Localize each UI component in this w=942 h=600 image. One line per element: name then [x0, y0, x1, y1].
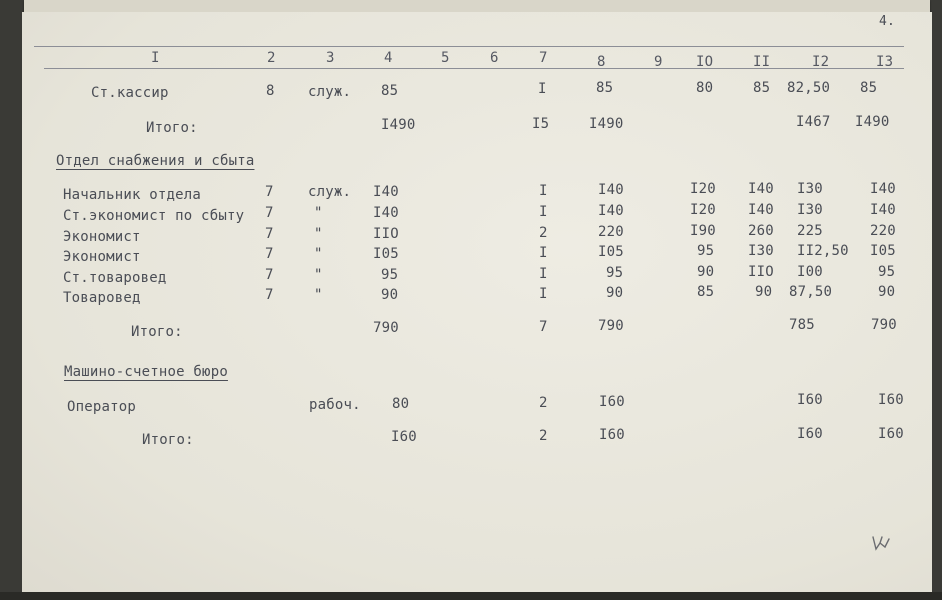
- row-cell: 90: [755, 284, 773, 300]
- row-cell: I40: [373, 184, 399, 200]
- total-cell: 790: [871, 317, 897, 333]
- row-cell: 7: [265, 205, 274, 221]
- row-cell: IIO: [748, 264, 774, 280]
- row-cell: IIO: [373, 226, 399, 242]
- row-cell: 225: [797, 223, 823, 239]
- row-cell: I40: [870, 202, 896, 218]
- row-cell: 80: [696, 80, 714, 96]
- total-cell: 7: [539, 319, 548, 335]
- total-cell: 2: [539, 428, 548, 444]
- row-cell: I30: [748, 243, 774, 259]
- total-label: Итого:: [142, 432, 194, 448]
- row-cell: служ.: [308, 84, 352, 100]
- row-cell: 7: [265, 226, 274, 242]
- row-cell: I: [539, 204, 548, 220]
- row-cell: I05: [870, 243, 896, 259]
- row-cell: 85: [381, 83, 399, 99]
- row-name: Экономист: [63, 229, 141, 245]
- row-cell: I: [539, 286, 548, 302]
- total-label: Итого:: [146, 120, 198, 136]
- section-title-supply: Отдел снабжения и сбыта: [56, 153, 255, 169]
- row-cell: 82,50: [787, 80, 831, 96]
- row-cell: I40: [748, 181, 774, 197]
- row-cell: 87,50: [789, 284, 833, 300]
- row-name: Ст.товаровед: [63, 270, 167, 286]
- row-name: Товаровед: [63, 290, 141, 306]
- total-cell: I490: [589, 116, 624, 132]
- row-name: Ст.экономист по сбыту: [63, 208, 245, 224]
- total-cell: I5: [532, 116, 550, 132]
- header-col-9: 9: [654, 54, 663, 70]
- total-cell: I60: [878, 426, 904, 442]
- row-cell: I60: [878, 392, 904, 408]
- row-cell: 90: [697, 264, 715, 280]
- row-cell: I05: [373, 246, 399, 262]
- row-cell: 85: [697, 284, 715, 300]
- row-cell: 85: [596, 80, 614, 96]
- row-cell: 90: [381, 287, 399, 303]
- header-col-8: 8: [597, 54, 606, 70]
- row-cell: 95: [381, 267, 399, 283]
- header-col-10: IO: [696, 54, 714, 70]
- header-col-7: 7: [539, 50, 548, 66]
- total-cell: I467: [796, 114, 831, 130]
- total-cell: 790: [373, 320, 399, 336]
- page-bottom-shadow: [0, 592, 942, 600]
- row-cell: 2: [539, 395, 548, 411]
- row-cell: 7: [265, 287, 274, 303]
- row-cell: 90: [878, 284, 896, 300]
- row-cell: ": [314, 246, 323, 262]
- row-cell: 220: [598, 224, 624, 240]
- header-col-13: I3: [876, 54, 894, 70]
- row-name: Экономист: [63, 249, 141, 265]
- row-cell: I60: [599, 394, 625, 410]
- row-cell: I40: [748, 202, 774, 218]
- row-cell: I00: [797, 264, 823, 280]
- row-cell: 8: [266, 83, 275, 99]
- total-cell: I60: [599, 427, 625, 443]
- header-col-3: 3: [326, 50, 335, 66]
- row-cell: 95: [697, 243, 715, 259]
- pencil-mark-icon: [870, 533, 892, 555]
- row-cell: 95: [878, 264, 896, 280]
- row-cell: ": [314, 205, 323, 221]
- total-cell: I490: [855, 114, 890, 130]
- header-col-12: I2: [812, 54, 830, 70]
- row-cell: 7: [265, 246, 274, 262]
- row-cell: I40: [373, 205, 399, 221]
- row-cell: I: [538, 81, 547, 97]
- section-title-computing: Машино-счетное бюро: [64, 364, 228, 380]
- total-cell: I490: [381, 117, 416, 133]
- row-cell: I40: [598, 182, 624, 198]
- row-cell: 2: [539, 225, 548, 241]
- row-cell: I60: [797, 392, 823, 408]
- header-col-6: 6: [490, 50, 499, 66]
- row-cell: служ.: [308, 184, 352, 200]
- row-cell: I: [539, 266, 548, 282]
- row-cell: I30: [797, 202, 823, 218]
- page-number: 4.: [879, 14, 896, 29]
- row-cell: 7: [265, 184, 274, 200]
- row-cell: ": [314, 226, 323, 242]
- row-name: Начальник отдела: [63, 187, 202, 203]
- header-col-11: II: [753, 54, 771, 70]
- row-cell: 90: [606, 285, 624, 301]
- row-cell: ": [314, 287, 323, 303]
- row-cell: I30: [797, 181, 823, 197]
- row-cell: 85: [753, 80, 771, 96]
- total-cell: 790: [598, 318, 624, 334]
- row-cell: I05: [598, 244, 624, 260]
- row-cell: рабоч.: [309, 397, 361, 413]
- row-cell: I40: [598, 203, 624, 219]
- total-cell: I60: [391, 429, 417, 445]
- header-col-5: 5: [441, 50, 450, 66]
- row-cell: 95: [606, 265, 624, 281]
- row-cell: 260: [748, 223, 774, 239]
- row-cell: I: [539, 183, 548, 199]
- row-cell: I90: [690, 223, 716, 239]
- total-cell: I60: [797, 426, 823, 442]
- total-label: Итого:: [131, 324, 183, 340]
- row-name: Ст.кассир: [91, 85, 169, 101]
- row-cell: ": [314, 267, 323, 283]
- total-cell: 785: [789, 317, 815, 333]
- row-cell: 80: [392, 396, 410, 412]
- row-cell: I20: [690, 202, 716, 218]
- row-cell: I20: [690, 181, 716, 197]
- header-rule-top: [34, 46, 904, 47]
- header-col-2: 2: [267, 50, 276, 66]
- row-cell: I: [539, 245, 548, 261]
- row-cell: 85: [860, 80, 878, 96]
- row-cell: II2,50: [797, 243, 849, 259]
- row-cell: 220: [870, 223, 896, 239]
- row-cell: I40: [870, 181, 896, 197]
- header-col-1: I: [151, 50, 160, 66]
- header-rule-bottom: [44, 68, 904, 69]
- row-cell: 7: [265, 267, 274, 283]
- row-name: Оператор: [67, 399, 137, 415]
- header-col-4: 4: [384, 50, 393, 66]
